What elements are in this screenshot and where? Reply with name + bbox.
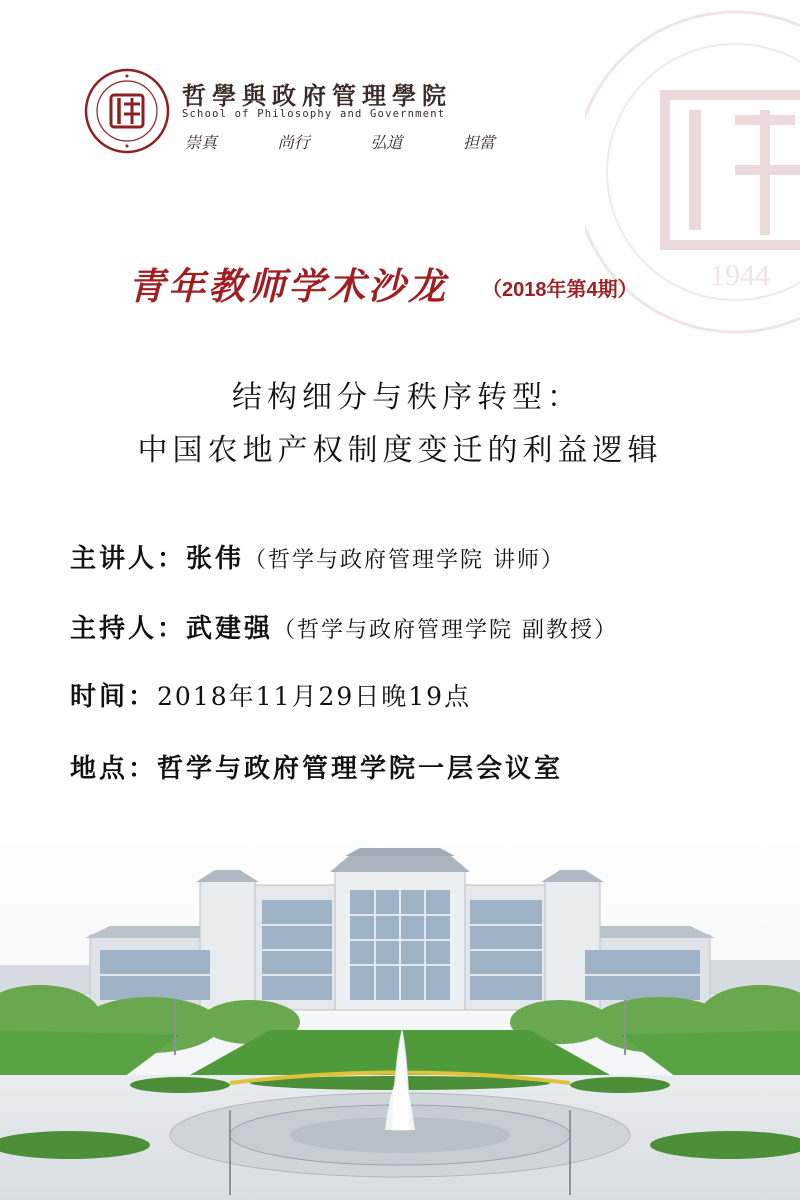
host-line: [70, 608, 618, 645]
topic-line-1: 结构细分与秩序转型：: [232, 380, 582, 415]
school-name-cn: 哲學與政府管理學院: [182, 81, 452, 110]
speaker-line: [70, 538, 565, 575]
host-name: 武建强: [186, 614, 274, 644]
salon-title: 青年教师学术沙龙: [128, 264, 448, 308]
time-value: 2018年11月29日晚19点: [157, 682, 472, 711]
speaker-affiliation: （哲学与政府管理学院 讲师）: [244, 548, 566, 573]
salon-issue: （2018年第4期）: [482, 279, 638, 301]
time-label: 时间：: [70, 682, 158, 712]
host-affiliation: （哲学与政府管理学院 副教授）: [273, 618, 619, 643]
campus-building-photo: [0, 800, 800, 1200]
watermark-year: 1944: [710, 259, 770, 292]
motto-word: 崇真: [185, 133, 218, 152]
speaker-label: 主讲人：: [70, 544, 187, 574]
motto-word: 担當: [462, 133, 495, 152]
time-line: [70, 676, 471, 713]
place-line: [70, 748, 563, 785]
motto-word: 弘道: [370, 133, 403, 152]
school-seal-icon: [84, 68, 170, 154]
host-label: 主持人：: [70, 614, 187, 644]
school-name-en: School of Philosophy and Government: [182, 108, 446, 120]
place-value: 哲学与政府管理学院一层会议室: [157, 754, 564, 784]
school-motto: [185, 130, 495, 153]
place-label: 地点：: [70, 754, 158, 784]
speaker-name: 张伟: [186, 544, 245, 574]
motto-word: 尚行: [277, 133, 310, 152]
topic-line-2: 中国农地产权制度变迁的利益逻辑: [137, 433, 663, 468]
